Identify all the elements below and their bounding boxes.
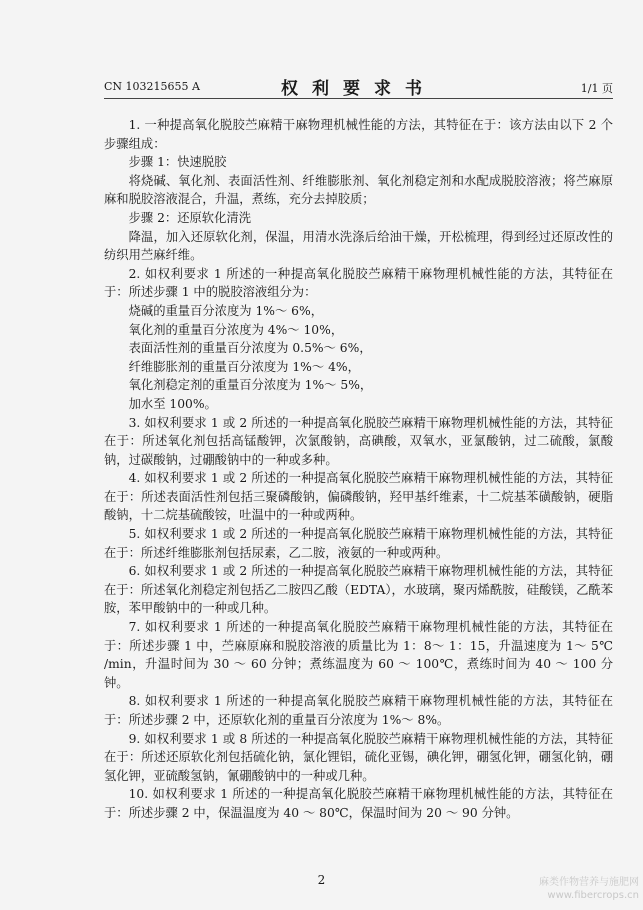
claim-paragraph: 5. 如权利要求 1 或 2 所述的一种提高氧化脱胶苎麻精干麻物理机械性能的方法，其特征在于：所述纤维膨胀剂包括尿素，乙二胺，液氨的一种或两种。 (104, 527, 613, 560)
claim-paragraph: 步骤 1：快速脱胶 (128, 155, 227, 170)
page-title: 权利要求书 (281, 79, 436, 99)
claim-paragraph: 2. 如权利要求 1 所述的一种提高氧化脱胶苎麻精干麻物理机械性能的方法，其特征在于：所述步骤 1 中的脱胶溶液组分为： (104, 266, 613, 300)
claim-paragraph: 6. 如权利要求 1 或 2 所述的一种提高氧化脱胶苎麻精干麻物理机械性能的方法，其特征在于：所述氧化剂稳定剂包括乙二胺四乙酸（EDTA），水玻璃，聚丙烯酰胺，硅酸镁，乙酰苯胺，苯甲酸钠中的一种或几种。 (104, 564, 613, 616)
claim-paragraph: 氧化剂的重量百分浓度为 4%～ 10%， (128, 322, 344, 337)
watermark (539, 876, 639, 902)
claim-paragraph: 10. 如权利要求 1 所述的一种提高氧化脱胶苎麻精干麻物理机械性能的方法，其特征在于：所述步骤 2 中，保温温度为 40 ～ 80℃，保温时间为 20 ～ 90 分钟。 (104, 787, 613, 820)
claim-paragraph: 7. 如权利要求 1 所述的一种提高氧化脱胶苎麻精干麻物理机械性能的方法，其特征在于：所述步骤 1 中，苎麻原麻和脱胶溶液的质量比为 1：8～ 1：15，升温速度为 1～ 5℃ /min，升温时间为 30 ～ 60 分钟；煮练温度为 60 ～ 100℃，煮练时间为 40 ～ 100 分钟。 (104, 620, 613, 690)
claim-paragraph: 8. 如权利要求 1 所述的一种提高氧化脱胶苎麻精干麻物理机械性能的方法，其特征在于：所述步骤 2 中，还原软化剂的重量百分浓度为 1%～ 8%。 (104, 694, 613, 727)
claim-paragraph: 纤维膨胀剂的重量百分浓度为 1%～ 4%， (128, 359, 360, 374)
document-number: CN 103215655 A (104, 80, 200, 93)
claim-paragraph: 烧碱的重量百分浓度为 1%～ 6%， (128, 303, 323, 318)
claim-paragraph: 步骤 2：还原软化清洗 (128, 210, 251, 225)
claim-paragraph: 加水至 100%。 (128, 396, 217, 411)
watermark-line-2: www.fibercrops.cn (547, 890, 639, 901)
page-counter: 1/1 页 (580, 82, 613, 95)
claim-paragraph: 4. 如权利要求 1 或 2 所述的一种提高氧化脱胶苎麻精干麻物理机械性能的方法，其特征在于：所述表面活性剂包括三聚磷酸钠，偏磷酸钠，羟甲基纤维素，十二烷基苯磺酸钠，硬脂酸钠，十二烷基硫酸铵，吐温中的一种或两种。 (104, 471, 613, 523)
claims-body (104, 116, 613, 823)
claim-paragraph: 3. 如权利要求 1 或 2 所述的一种提高氧化脱胶苎麻精干麻物理机械性能的方法，其特征在于：所述氧化剂包括高锰酸钾，次氯酸钠，高碘酸，双氧水，亚氯酸钠，过二硫酸，氯酸钠，过碳酸钠，过硼酸钠中的一种或多种。 (104, 415, 613, 467)
page-number: 2 (317, 873, 326, 887)
claim-paragraph: 9. 如权利要求 1 或 8 所述的一种提高氧化脱胶苎麻精干麻物理机械性能的方法，其特征在于：所述还原软化剂包括硫化钠，氯化锂铝，硫化亚锡，碘化钾，硼氢化钾，硼氢化钠，硼氢化钾，亚硫酸氢钠，氰硼酸钠中的一种或几种。 (104, 731, 613, 783)
claim-paragraph: 1. 一种提高氧化脱胶苎麻精干麻物理机械性能的方法，其特征在于：该方法由以下 2 个步骤组成： (104, 118, 613, 151)
claim-paragraph: 降温，加入还原软化剂，保温，用清水洗涤后给油干燥，开松梳理，得到经过还原改性的纺织用苎麻纤维。 (104, 229, 613, 263)
claim-paragraph: 将烧碱、氧化剂、表面活性剂、纤维膨胀剂、氧化剂稳定剂和水配成脱胶溶液；将苎麻原麻和脱胶溶液混合，升温，煮练，充分去掉胶质； (104, 173, 613, 207)
claim-paragraph: 氧化剂稳定剂的重量百分浓度为 1%～ 5%， (128, 378, 373, 393)
page-header (104, 72, 613, 99)
watermark-line-1: 麻类作物营养与施肥网 (539, 877, 639, 888)
claim-paragraph: 表面活性剂的重量百分浓度为 0.5%～ 6%， (128, 341, 372, 356)
header-divider (104, 98, 613, 99)
